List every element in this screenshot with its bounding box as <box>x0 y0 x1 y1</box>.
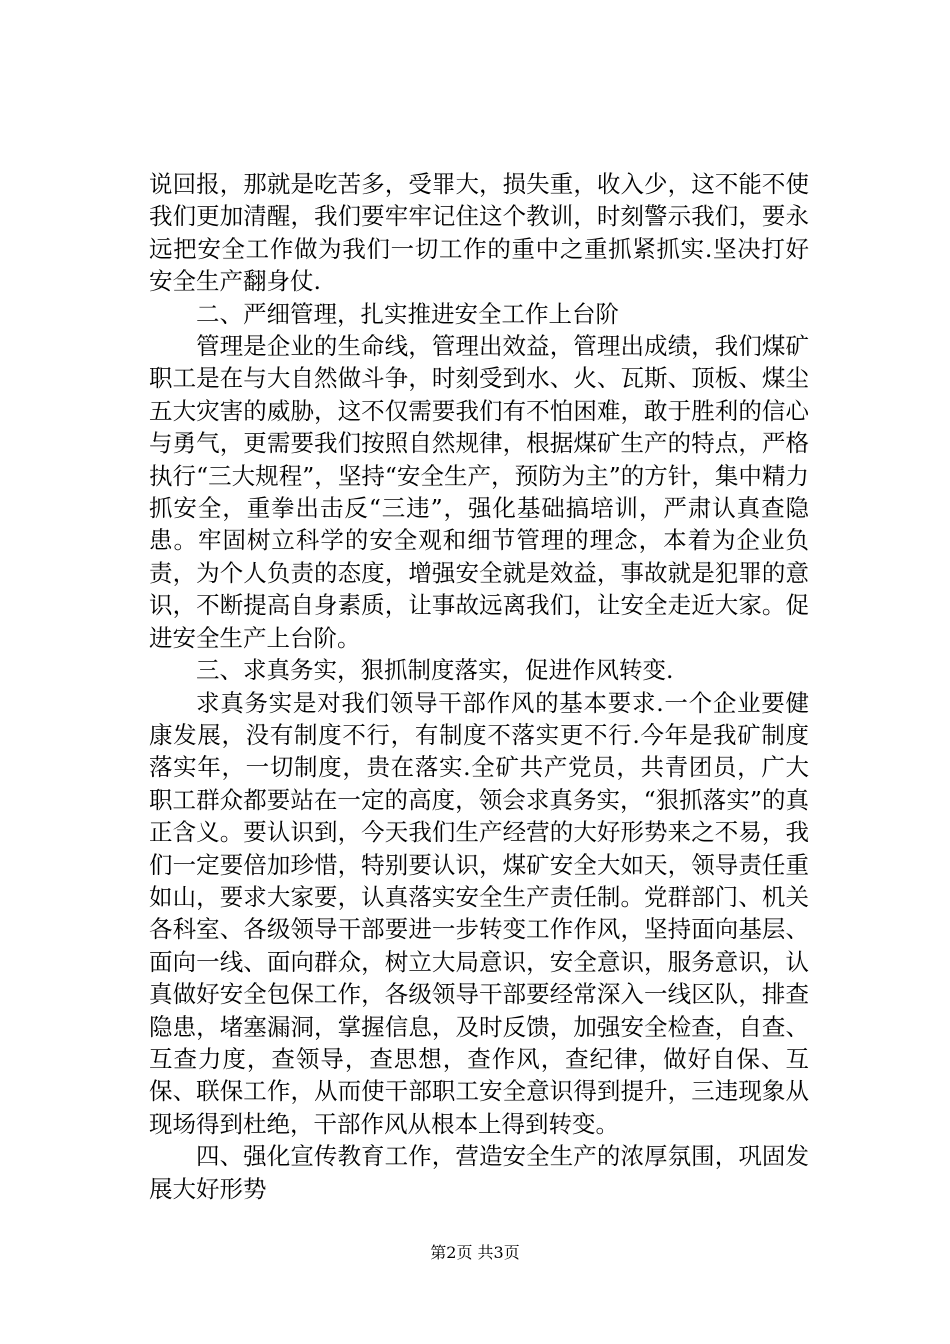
paragraph-continuation: 说回报，那就是吃苦多，受罪大，损失重，收入少，这不能不使我们更加清醒，我们要牢牢记住这个教训，时刻警示我们，要永远把安全工作做为我们一切工作的重中之重抓紧抓实.坚决打好安全生产翻身仗. <box>149 170 809 296</box>
paragraph-implementation: 求真务实是对我们领导干部作风的基本要求.一个企业要健康发展，没有制度不行，有制度不落实更不行.今年是我矿制度落实年，一切制度，贵在落实.全矿共产党员，共青团员，广大职工群众都要站在一定的高度，领会求真务实，“狠抓落实”的真正含义。要认识到，今天我们生产经营的大好形势来之不易，我们一定要倍加珍惜，特别要认识，煤矿安全大如天，领导责任重如山，要求大家要，认真落实安全生产责任制。党群部门、机关各科室、各级领导干部要进一步转变工作作风，坚持面向基层、面向一线、面向群众，树立大局意识，安全意识，服务意识，认真做好安全包保工作，各级领导干部要经常深入一线区队，排查隐患，堵塞漏洞，掌握信息，及时反馈，加强安全检查，自查、互查力度，查领导，查思想，查作风，查纪律，做好自保、互保、联保工作，从而使干部职工安全意识得到提升，三违现象从现场得到杜绝，干部作风从根本上得到转变。 <box>149 688 809 1138</box>
page-number-footer: 第2页 共3页 <box>430 1243 520 1262</box>
section-heading-3: 三、求真务实，狠抓制度落实，促进作风转变. <box>196 656 674 685</box>
paragraph-management: 管理是企业的生命线，管理出效益，管理出成绩，我们煤矿职工是在与大自然做斗争，时刻受到水、火、瓦斯、顶板、煤尘五大灾害的威胁，这不仅需要我们有不怕困难，敢于胜利的信心与勇气，更需要我们按照自然规律，根据煤矿生产的特点，严格执行“三大规程”，坚持“安全生产，预防为主”的方针，集中精力抓安全，重拳出击反“三违”，强化基础搞培训，严肃认真查隐患。牢固树立科学的安全观和细节管理的理念，本着为企业负责，为个人负责的态度，增强安全就是效益，事故就是犯罪的意识，不断提高自身素质，让事故远离我们，让安全走近大家。促进安全生产上台阶。 <box>149 332 809 652</box>
section-heading-4: 四、强化宣传教育工作，营造安全生产的浓厚氛围，巩固发展大好形势 <box>149 1142 809 1203</box>
document-body <box>149 168 809 1205</box>
section-heading-2: 二、严细管理，扎实推进安全工作上台阶 <box>196 299 619 328</box>
